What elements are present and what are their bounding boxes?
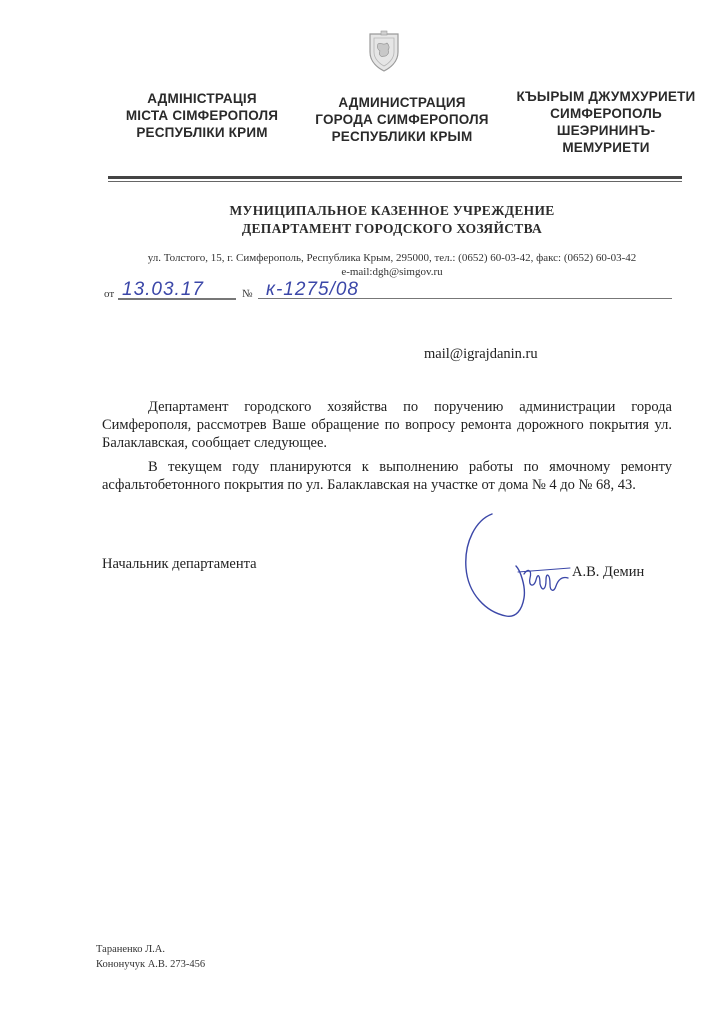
number-label: № xyxy=(242,288,253,300)
handwritten-signature xyxy=(458,506,578,622)
handwritten-date: 13.03.17 xyxy=(122,279,204,300)
header-right-line: ШЕЭРИНИНЪ- xyxy=(556,123,656,138)
coat-of-arms-emblem xyxy=(366,30,402,74)
header-mid-line: АДМИНИСТРАЦИЯ xyxy=(338,95,466,110)
header-mid-line: РЕСПУБЛИКИ КРЫМ xyxy=(331,129,473,144)
header-right-line: СИМФЕРОПОЛЬ xyxy=(550,106,662,121)
header-russian xyxy=(304,94,500,145)
header-right-line: КЪЫРЫМ ДЖУМХУРИЕТИ xyxy=(516,89,696,104)
recipient-email: mail@igrajdanin.ru xyxy=(424,346,538,362)
executor-notes xyxy=(96,942,205,972)
header-right-line: МЕМУРИЕТИ xyxy=(562,140,650,155)
header-mid-line: ГОРОДА СИМФЕРОПОЛЯ xyxy=(315,112,489,127)
header-left-line: РЕСПУБЛІКИ КРИМ xyxy=(136,125,268,140)
date-label: от xyxy=(104,288,115,300)
address-line: ул. Толстого, 15, г. Симферополь, Республика Крым, 295000, тел.: (0652) 60-03-42, факс: (0652) 60-03-42 xyxy=(147,252,637,264)
organization-line: ДЕПАРТАМЕНТ ГОРОДСКОГО ХОЗЯЙСТВА xyxy=(241,221,543,236)
signatory-name: А.В. Демин xyxy=(572,564,645,580)
header-divider-thick xyxy=(108,176,682,179)
organization-name xyxy=(150,202,634,238)
header-divider-thin xyxy=(108,181,682,182)
signatory-title: Начальник департамента xyxy=(102,556,257,572)
executor-line: Кононучук А.В. 273-456 xyxy=(96,959,206,970)
header-crimean-tatar xyxy=(506,88,706,156)
body-paragraph: Департамент городского хозяйства по поручению администрации города Симферополя, рассмотрев Ваше обращение по вопросу ремонта дорожного покрытия ул. Балаклавская, сообщает следующее. xyxy=(102,399,672,451)
header-left-line: АДМІНІСТРАЦІЯ xyxy=(147,91,257,106)
handwritten-number: к-1275/08 xyxy=(266,279,359,300)
body-paragraph: В текущем году планируются к выполнению работы по ямочному ремонту асфальтобетонного покрытия по ул. Балаклавская на участке от дома № 4 до № 68, 43. xyxy=(102,459,672,493)
header-left-line: МІСТА СІМФЕРОПОЛЯ xyxy=(125,108,279,123)
header-ukrainian xyxy=(112,90,292,141)
organization-address xyxy=(112,251,672,279)
address-email: e-mail:dgh@simgov.ru xyxy=(341,266,443,278)
executor-line: Тараненко Л.А. xyxy=(96,944,166,955)
organization-line: МУНИЦИПАЛЬНОЕ КАЗЕННОЕ УЧРЕЖДЕНИЕ xyxy=(229,203,555,218)
